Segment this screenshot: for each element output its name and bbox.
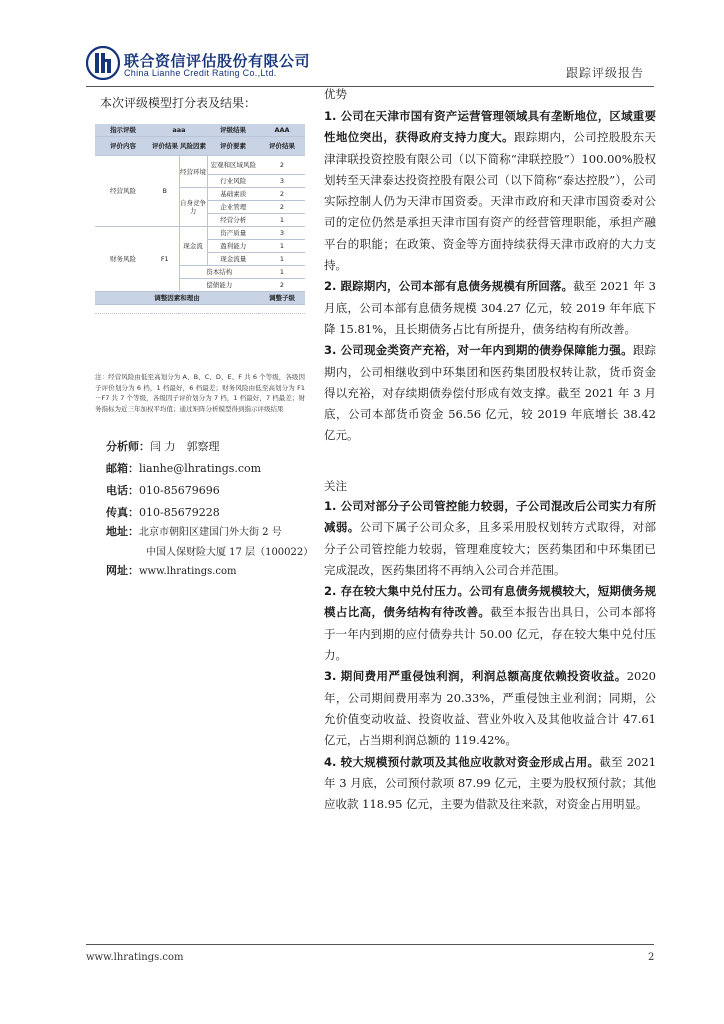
business-risk-label: 经营风险 (95, 156, 151, 227)
value-capital: 1 (259, 266, 305, 279)
phone-row (106, 482, 220, 498)
value-mgmt: 2 (259, 201, 305, 214)
value-base: 2 (259, 188, 305, 201)
indicator-rating-label: 指示评级 (95, 124, 151, 137)
concern-body: 截至本报告出具日，公司本部将于一年内到期的应付债券共计 50.00 亿元，存在较大集中兑付压力。 (324, 605, 657, 663)
company-name-en: China Lianhe Credit Rating Co.,Ltd. (124, 68, 277, 78)
concern-body: 截至 2021 年 3 月底，公司预付款项 87.99 亿元，主要为股权预付款；其他应收款 118.95 亿元，主要为借款及往来款，对资金占用明显。 (324, 754, 657, 812)
website-value[interactable]: www.lhratings.com (139, 566, 237, 577)
table-subheader-row (95, 137, 305, 156)
strength-item (324, 106, 656, 276)
table-row (95, 156, 305, 175)
website-label: 网址： (106, 564, 139, 577)
element-asset: 资产质量 (207, 227, 259, 240)
concern-body: 公司下属子公司众多，且多采用股权划转方式取得，对部分子公司管控能力较弱，管理难度较大；医药集团和中环集团已完成混改，医药集团将不再纳入公司合并范围。 (324, 520, 657, 577)
concern-heading: 3. 期间费用严重侵蚀利润，利润总额高度依赖投资收益。 (324, 669, 627, 684)
element-capital: 资本结构 (179, 266, 259, 279)
table-title: 本次评级模型打分表及结果： (100, 96, 257, 110)
concerns-title: 关注 (324, 479, 347, 493)
value-industry: 3 (259, 175, 305, 188)
concern-body: 2020 年，公司期间费用率为 20.33%，严重侵蚀主业利润；同期，公允价值变动收益、投资收益、营业外收入及其他收益合计 47.61 亿元，占当期利润总额的 119.42%。 (324, 669, 656, 748)
financial-risk-grade: F1 (151, 227, 179, 292)
adjust-factor-label: 调整因素和理由 (95, 292, 259, 305)
element-profit: 盈利能力 (207, 240, 259, 253)
email-value[interactable]: lianhe@lhratings.com (139, 462, 262, 475)
value-profit: 1 (259, 240, 305, 253)
strength-body: 截至 2021 年 3 月底，公司本部有息债务规模 304.27 亿元，较 2019 年年底下降 15.81%，且长期债务占比有所提升，债务结构有所改善。 (324, 279, 656, 336)
strength-item (324, 276, 656, 340)
col-eval: 评价结果 (259, 137, 305, 156)
element-macro: 宏观和区域风险 (207, 156, 259, 175)
rating-result-value: AAA (259, 124, 305, 137)
col-factor: 风险因素 (179, 137, 207, 156)
adjust-sub-label: 调整子级 (259, 292, 305, 305)
strength-heading: 2. 跟踪期内，公司本部有息债务规模有所回落。 (324, 279, 574, 294)
fax-value: 010-85679228 (139, 506, 220, 519)
company-logo-icon (86, 46, 120, 80)
report-type: 跟踪评级报告 (566, 66, 645, 80)
col-content: 评价内容 (95, 137, 151, 156)
col-result: 评价结果 (151, 137, 179, 156)
strength-body: 跟踪期内，公司控股股东天津津联投资控股有限公司（以下简称“津联控股”）100.00%股权划转至天津泰达投资控股有限公司（以下简称“泰达控股”），公司实际控制人仍为天津市国资委。天津市政府和天津市国资委对公司的定位仍然是承担天津市国有资产的经营管理职能，承担产融平台的职能；在政策、资金等方面持续获得天津市政府的大力支持。 (324, 130, 657, 273)
concerns-list (324, 496, 656, 815)
rating-result-label: 评级结果 (207, 124, 259, 137)
strength-body: 跟踪期内，公司相继收到中环集团和医药集团股权转让款，货币资金得以充裕，对存续期债券偿付形成有效支撑。截至 2021 年 3 月底，公司本部货币资金 56.56 亿元，较 2019 年底增长 38.42 亿元。 (324, 343, 657, 443)
strength-heading: 1. 公司在天津市国有资产运营管理领域具有垄断地位，区域重要性地位突出，获得政府支持力度大。 (324, 109, 656, 145)
strengths-title: 优势 (324, 87, 347, 101)
analyst-row (106, 438, 220, 454)
concern-item (324, 666, 656, 751)
rating-model-table (95, 124, 305, 314)
concern-item (324, 496, 656, 581)
fax-row (106, 504, 220, 520)
strength-item (324, 340, 656, 446)
analyst-label: 分析师： (106, 440, 150, 453)
concern-heading: 2. 存在较大集中兑付压力。公司有息债务规模较大，短期债务规模占比高，债务结构有待改善。 (324, 584, 656, 620)
website-row (106, 562, 237, 578)
table-footer-row (95, 292, 305, 305)
element-ops: 经营分析 (207, 214, 259, 227)
analyst-value: 闫 力 郭察理 (150, 440, 220, 453)
concern-heading: 4. 较大规模预付款项及其他应收款对资金形成占用。 (324, 754, 600, 769)
address-line-1: 北京市朝阳区建国门外大街 2 号 (139, 527, 282, 538)
page-number: 2 (648, 952, 655, 963)
concern-item (324, 752, 656, 816)
element-solvency: 偿债能力 (179, 279, 259, 292)
financial-risk-label: 财务风险 (95, 227, 151, 292)
email-row (106, 460, 261, 476)
email-label: 邮箱： (106, 462, 139, 475)
address-label: 地址： (106, 525, 139, 538)
address-line-2: 中国人保财险大厦 17 层（100022） (146, 547, 314, 558)
value-cashflow: 1 (259, 253, 305, 266)
self-competitiveness-label: 自身竞争力 (179, 188, 207, 227)
concern-heading: 1. 公司对部分子公司管控能力较弱，子公司混改后公司实力有所减弱。 (324, 499, 656, 535)
table-header-row (95, 124, 305, 137)
element-cashflow: 现金流量 (207, 253, 259, 266)
indicator-rating-value: aaa (151, 124, 207, 137)
cash-flow-label: 现金流 (179, 227, 207, 266)
value-solvency: 2 (259, 279, 305, 292)
phone-label: 电话： (106, 484, 139, 497)
table-note: 注：经营风险由低至高划分为 A、B、C、D、E、F 共 6 个等级，各级因子评价划分为 6 档，1 档最好，6 档最差；财务风险由低至高划分为 F1－F7 共 7 个等级，各级因子评价划分为 7 档，1 档最好，7 档最差；财务指标为近三年加权平均值；通过矩阵分析模型得到指示评级结果 (95, 373, 305, 413)
value-ops: 1 (259, 214, 305, 227)
footer-divider (86, 944, 654, 945)
element-industry: 行业风险 (207, 175, 259, 188)
address-row (106, 523, 282, 539)
business-env-label: 经营环境 (179, 156, 207, 188)
phone-value: 010-85679696 (139, 484, 220, 497)
value-macro: 2 (259, 156, 305, 175)
element-mgmt: 企业管理 (207, 201, 259, 214)
element-base: 基础素质 (207, 188, 259, 201)
fax-label: 传真： (106, 506, 139, 519)
value-asset: 3 (259, 227, 305, 240)
table-row (95, 227, 305, 240)
concern-item (324, 581, 656, 666)
strengths-list (324, 106, 656, 447)
company-name-cn: 联合资信评估股份有限公司 (124, 52, 311, 70)
business-risk-grade: B (151, 156, 179, 227)
table-blank-row (95, 305, 305, 314)
col-element: 评价要素 (207, 137, 259, 156)
footer-url[interactable]: www.lhratings.com (86, 952, 184, 963)
strength-heading: 3. 公司现金类资产充裕，对一年内到期的债券保障能力强。 (324, 343, 633, 358)
